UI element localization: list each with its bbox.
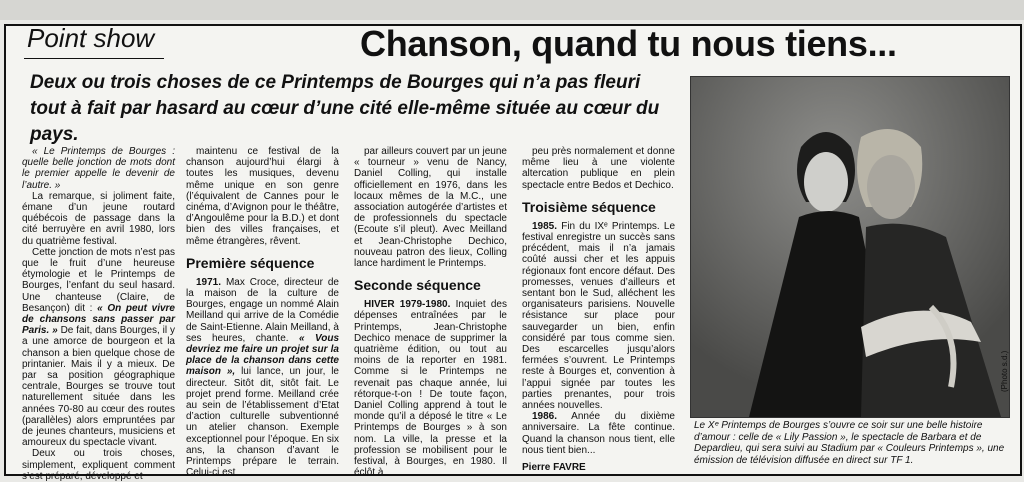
photo-illustration [691, 77, 1009, 417]
paragraph: Deux ou trois choses, simplement, expliquent comment s’est préparé, développé et [22, 448, 175, 482]
inline-quote: « Vous devriez me faire un projet sur la place de la chanson dans cette maison », [186, 332, 340, 378]
subheading-second-sequence: Seconde séquence [354, 277, 481, 294]
previous-page-bleed [0, 0, 1024, 20]
photo-caption: Le Xᵉ Printemps de Bourges s’ouvre ce soir sur une belle histoire d’amour : celle de « Lily Passion », le spectacle de Barbara et de Depardieu, qui sera suivi au Stadium par « Couleurs Printemps », une émission de télévision diffusée en direct sur TF 1. [694, 420, 1005, 466]
press-photo [690, 76, 1010, 418]
paragraph: Cette jonction de mots n’est pas que le fruit d’une heureuse étymologie et le Printemps de Bourges, l’enfant du seul hasard. Une chanteuse (Claire, de Besançon) dit : « On peut vivre de chansons sans passer par Paris. » De fait, dans Bourges, il y a une amorce de bourgeon et la chanson a bien quelque chose de printanier. Mais il y a mieux. De par sa position géographique centrale, Bourges se trouve tout naturellement située dans les années 70-80 au cœur des routes (parallèles) alors empruntées par de jeunes chanteurs, musiciens et amoureux du spectacle vivant. [22, 246, 175, 449]
article-column-4 [522, 146, 676, 474]
subheading-first-sequence: Première séquence [186, 254, 315, 271]
paragraph: par ailleurs couvert par un jeune « tourneur » venu de Nancy, Daniel Colling, qui installe officiellement en 1976, dans les locaux mêmes de la M.C., une association autogérée d’artistes et de professionnels du spectacle (Ecoute s’il pleut). Avec Meilland et Jean-Christophe Dechico, nouveau patron des lieux, Colling lance hardiment le Printemps. [354, 146, 507, 270]
article-column-3 [354, 146, 507, 479]
paragraph: HIVER 1979-1980. Inquiet des dépenses entraînées par le Printemps, Jean-Christophe Dechico menace de supprimer la quatrième édition, ou tout au moins de la reporter en 1981. Comme si le Printemps ne revenait pas chaque année, lui rétorque-t-on ! De toute façon, Daniel Colling apprend à tout le monde qu’il a déposé le titre « Le Printemps de Bourges » à son nom. La ville, la presse et la profession se mobilisent pour le festival, à Bourges, en 1980. Il éclôt à [354, 299, 507, 479]
paragraph: La remarque, si joliment faite, émane d’un jeune routard québécois de passage dans la cité berruyère en avril 1980, lors du quatrième festival. [22, 190, 175, 247]
paragraph: 1986. Année du dixième anniversaire. La fête continue. Quand la chanson nous tient, elle nous tient bien... [522, 411, 675, 456]
year-marker: 1985. [532, 220, 558, 232]
opening-quote: « Le Printemps de Bourges : quelle belle jonction de mots dont le premier appelle le devenir de l’autre. » [22, 146, 175, 191]
article-column-2 [186, 146, 340, 479]
rubric-underline [24, 58, 164, 59]
inline-quote: « On peut vivre de chansons sans passer par Paris. » [22, 302, 175, 337]
photo-credit: (Photo s.d.) [1000, 350, 1009, 392]
article-column-1 [22, 146, 175, 482]
subheading-third-sequence: Troisième séquence [522, 198, 656, 215]
paragraph: maintenu ce festival de la chanson aujourd’hui élargi à toutes les musiques, devenu même unique en son genre (l’équivalent de Cannes pour le cinéma, d’Avignon pour le théâtre, d’Angoulême pour la B.D.) et dont bien des villes françaises, et même étrangères, rêvent. [186, 146, 339, 247]
section-rubric: Point show [27, 23, 155, 53]
paragraph: 1985. Fin du IXᵉ Printemps. Le festival enregistre un succès sans précédent, mais il n’a jamais coûté aussi cher et les appuis régionaux font encore défaut. Des promesses, venues d’ailleurs et sentant bon le Sud, alléchent les organisateurs parisiens. Nouvelle résistance sur place pour sauvegarder un bien, enfin considéré par tous comme sien. Des escarcelles jusqu’alors fermées s’ouvrent. Le Printemps reste à Bourges et, convention à l’appui signée par toutes les parties prenantes, pour trois années nouvelles. [522, 220, 676, 412]
article-standfirst: Deux ou trois choses de ce Printemps de Bourges qui n’a pas fleuri tout à fait par hasard au cœur d’une cité elle-même située au cœur du pays. [30, 72, 660, 145]
year-marker: 1986. [532, 411, 558, 423]
article-headline: Chanson, quand tu nous tiens... [360, 23, 897, 64]
paragraph: 1971. Max Croce, directeur de la maison de la culture de Bourges, engage un nommé Alain Meilland qui arrive de la Comédie de Saint-Etienne. Alain Meilland, à ses heures, chante. « Vous devriez me faire un projet sur la place de la chanson dans cette maison », lui lance, un jour, le directeur. Sitôt dit, sitôt fait. Le projet prend forme. Meilland crée au sein de l’établissement d’Etat d’action culturelle subventionné un atelier chanson. Exemple exceptionnel pour l’époque. En six ans, la chanson d’avant le Printemps prépare le terrain. Celui-ci est [186, 276, 340, 479]
year-marker: 1971. [196, 276, 222, 288]
author-signature: Pierre FAVRE [522, 462, 586, 474]
year-marker: HIVER 1979-1980. [364, 299, 451, 311]
paragraph: peu près normalement et donne même lieu à une violente altercation publique en plein spectacle entre Bedos et Dechico. [522, 146, 675, 191]
